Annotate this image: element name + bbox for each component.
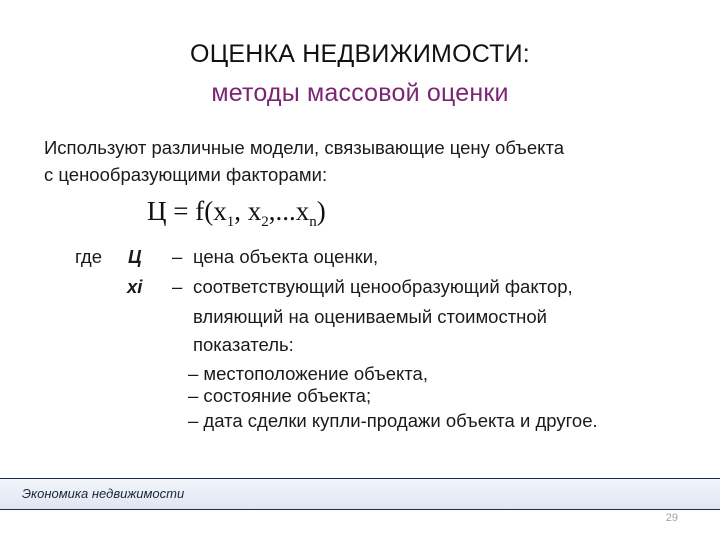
example-item: – состояние объекта; — [188, 385, 372, 406]
symbol-price: Ц — [128, 246, 142, 267]
definition-factor-line-2: влияющий на оцениваемый стоимостной — [193, 306, 548, 327]
formula-open-paren: ( — [204, 196, 214, 226]
slide-title: ОЦЕНКА НЕДВИЖИМОСТИ: — [190, 40, 530, 68]
price-formula — [147, 196, 326, 230]
example-item: – дата сделки купли-продажи объекта и другое. — [188, 410, 598, 431]
formula-comma-2: , — [268, 196, 276, 226]
formula-equals: = — [173, 196, 189, 226]
formula-comma-1: , — [234, 196, 241, 226]
slide-subtitle: методы массовой оценки — [211, 79, 509, 107]
definition-factor-line-3: показатель: — [193, 334, 294, 355]
where-label: где — [75, 246, 103, 267]
footer-course-title: Экономика недвижимости — [22, 486, 185, 501]
formula-xn: ...x — [275, 196, 310, 226]
symbol-factor: xi — [127, 276, 143, 297]
page-number: 29 — [665, 512, 678, 524]
intro-paragraph — [44, 134, 664, 188]
formula-x2: x — [247, 196, 262, 226]
formula-close-paren: ) — [316, 196, 326, 226]
formula-function: f — [195, 196, 205, 226]
footer-bar — [0, 478, 720, 510]
formula-lhs: Ц — [147, 196, 167, 226]
formula-x1: x — [213, 196, 227, 226]
intro-line-2: с ценообразующими факторами: — [44, 164, 328, 185]
formula-sub-2: 2 — [261, 214, 269, 230]
definition-price: цена объекта оценки, — [193, 246, 379, 267]
dash-price: – — [172, 246, 183, 267]
formula-sub-1: 1 — [226, 214, 235, 230]
dash-factor: – — [172, 276, 183, 297]
definition-factor-line-1: соответствующий ценообразующий фактор, — [193, 276, 573, 297]
example-item: – местоположение объекта, — [188, 363, 428, 384]
intro-line-1: Используют различные модели, связывающие цену объекта — [44, 137, 565, 158]
formula-sub-n: n — [309, 214, 317, 230]
